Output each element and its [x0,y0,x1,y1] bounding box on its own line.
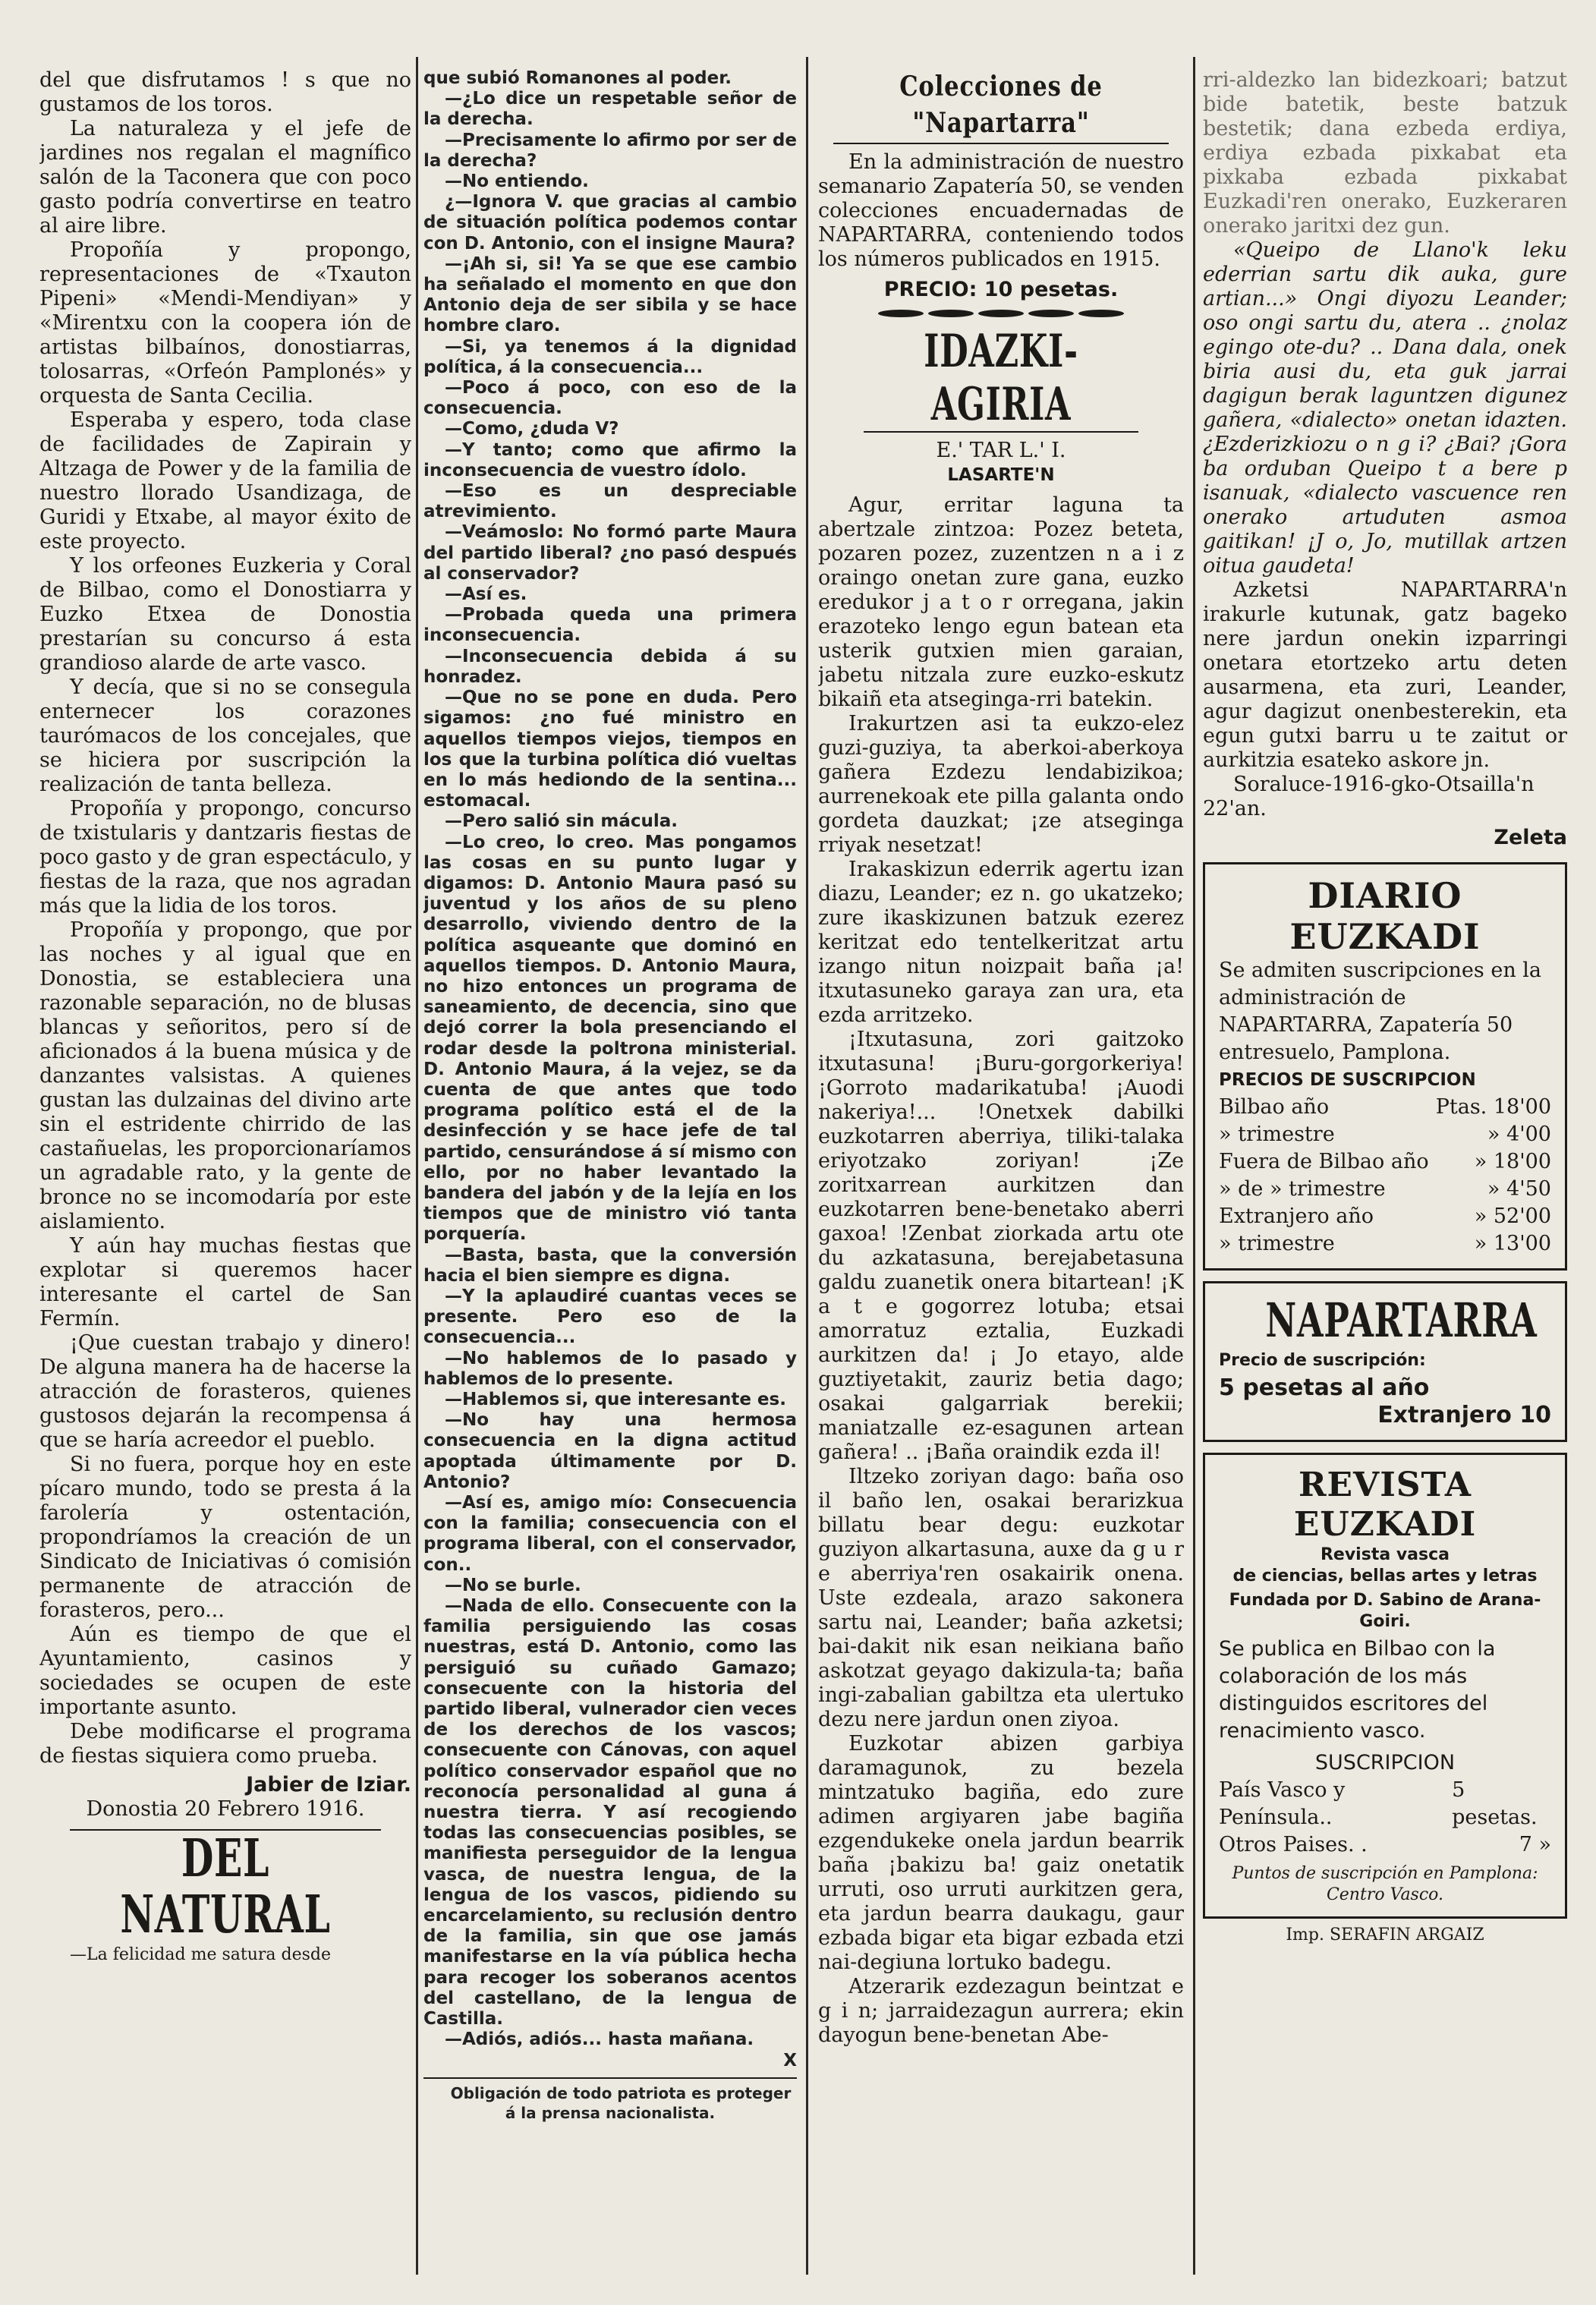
paragraph: Iltzeko zoriyan dago: baña oso il baño len, osakai berarizkua billatu bear degu: euzkotar guziyon alkartasuna, auxe da g u r e aberriya'ren osakairik onena. Uste ezdeala, arazo sakonera sartu nai, Leander; baña azketsi; bai-dakit nik esan neikiana baño askotzat geyago dakizula-ta; baña ingi-zabalian gabiltza eta ulertuko dezu nere jardun onen ziyoa. [818,1465,1184,1731]
paragraph: Y aún hay muchas fiestas que explotar si queremos hacer interesante el cartel de San Fermín. [39,1234,411,1330]
dialogue-line: —Y la aplaudiré cuantas veces se presente. Pero eso de la consecuencia... [423,1286,797,1348]
column-3 [818,68,1184,2275]
dialogue-line: —Adiós, adiós... hasta mañana. [445,2029,754,2050]
dialogue-line: —Como, ¿duda V? [445,419,619,439]
column-rule [806,57,808,2275]
paragraph: Irakaskizun ederrik agertu izan diazu, Leander; ez n. go ukatzeko; zure ikaskizunen batzuk ezerez keritzat edo tentelkeritzat artu izango nitun noizpait baña ¡a! itxutasuneko garaya zan ura, eta ezda arritzeko. [818,858,1184,1027]
dialogue-line: —Hablemos si, que interesante es. [445,1390,786,1409]
headline-del-natural: DEL NATURAL [120,1828,331,1945]
dialogue-line: —¡Ah si, si! Ya se que ese cambio ha señalado el momento en que don Antonio deja de ser sibila y se hace hombre claro. [423,253,797,336]
paragraph: ¡Itxutasuna, zori gaitzoko itxutasuna! ¡Buru-gorgorkeriya! ¡Gorroto madarikatuba! ¡Auodi nakeriya!... !Onetxek dabilki euzkotarren aberriya, tiliki-talaka eriyotzako zoriyan! ¡Ze zoritxarrean aurkitzen dan euzkotarren bene-benetako aberri gaxoa! !Zenbat ziorkada artu ote du azkatasuna, berejabetasuna galdu zuanetik onera bitartean! ¡K a t e gogorrez lotuba; etsai amorratuz eztalia, Euzkadi aurkitzen da! ¡ Jo etayo, alde guztiyetakit, zauriz betia dago; osakai galgarriak berekii; maniatzalle ez-esagunen artean gañera! .. ¡Baña oraindik ezda il! [818,1028,1184,1464]
ad-founded: Fundada por D. Sabino de Arana-Goiri. [1229,1591,1541,1631]
dialogue-line: —Lo creo, lo creo. Mas pongamos las cosas en su punto lugar y digamos: D. Antonio Maura pasó su juventud y los años de su pleno desarrollo, viviendo dentro de la política asqueante que dominó en aquellos tiempos. D. Antonio Maura, no hizo entonces un programa de saneamiento, de decencia, sino que dejó correr la bola presenciando el rodar desde la poltrona ministerial. D. Antonio Maura, á la vejez, se da cuenta de que antes que todo programa político está el de la desinfección y se hace jefe de tal partido, censurándose á sí mismo con ello, por no haber levantado la bandera del jabón y de la lejía en los tiempos que de ministro vió tanta porquería. [423,832,797,1245]
dialogue-line: —No se burle. [445,1575,581,1595]
dialogue-line: —Que no se pone en duda. Pero sigamos: ¿no fué ministro en aquellos tiempos viejos, tiempos en los que la turbina política dió vueltas en lo más hediondo de la sentina... estomacal. [423,688,797,811]
dialogue-line: —Así es, amigo mío: Consecuencia con la familia; consecuencia con el programa liberal, con el conservador, con.. [423,1493,797,1575]
byline: E.' TAR L.' I. [936,439,1066,462]
paragraph: Atzerarik ezdezagun beintzat e g i n; jarraidezagun aurrera; ekin dayogun bene-benetan Abe- [818,1975,1184,2047]
dialogue-line: —Eso es un despreciable atrevimiento. [423,481,797,522]
ad-title: DIARIO EUZKADI [1289,875,1481,957]
place-date: Donostia 20 Febrero 1916. [86,1797,365,1821]
ad-title: REVISTA EUZKADI [1293,1466,1477,1544]
paragraph: Soraluce-1916-gko-Otsailla'n 22'an. [1203,773,1535,820]
subscription-title: SUSCRIPCION [1314,1751,1456,1774]
dialogue-line: —Poco á poco, con eso de la consecuencia. [423,378,797,419]
ad-subtitle: de ciencias, bellas artes y letras [1232,1567,1538,1585]
paragraph: rri-aldezko lan bidezkoari; batzut bide batetik, beste batzuk bestetik; dana ezbeda erdiya, erdiya ezbada pixkabat eta pixkaba ezbada pixkabat Euzkadi'ren onerako, Euzkeraren onerako jaritxi dez gun. [1203,68,1567,238]
ad-line: 5 pesetas al año [1219,1374,1430,1401]
dialogue-line: —Si, ya tenemos á la dignidad política, á la consecuencia... [423,336,797,377]
dialogue-line: —Pero salió sin mácula. [445,811,678,832]
paragraph: Propoñía y propongo, concurso de txistularis y dantzaris fiestas de poco gasto y de gran espectáculo, y fiestas de la raza, que nos agradan más que la lidia de los toros. [39,797,411,918]
dialogue-line: —No hay una hermosa consecuencia en la digna actitud apoptada últimamente por D. Antonio? [423,1410,797,1492]
end-mark: X [783,2050,797,2070]
price-row: Fuera de Bilbao año » 18'00 [1219,1150,1551,1173]
paragraph: Propoñía y propongo, que por las noches y al igual que en Donostia, se estableciera una razonable separación, no de blusas blancas y señoritos, pero sí de aficionados á la buena música y de danzantes valsistas. A quienes gustan las dulzainas del divino arte sin el estridente chirrido de las castañuelas, les proporcionaríamos un agradable rato, y la gente de bronce no se incomodaría por este aislamiento. [39,918,411,1233]
column-4 [1203,68,1567,2275]
column-rule [1193,57,1195,2275]
dialogue-line: ¿—Ignora V. que gracias al cambio de situación política podemos contar con D. Antonio, con el insigne Maura? [423,192,797,253]
column-2 [423,68,797,2275]
imprint: Imp. SERAFIN ARGAIZ [1286,1926,1484,1944]
paragraph: «Queipo de Llano'k leku ederrian sartu dik auka, gure artian...» Ongi diyozu Leander; oso ongi sartu du, atera .. ¿nolaz egingo ote-du? .. Dana dala, onek biria ausi du, eta guk jarrai dagigun berak laguntzen digunez gañera, «dialecto» onetan idazten. ¿Ezderizkiozu o n g i? ¿Bai? ¡Gora ba orduban Queipo t a bere p isanuak, «dialecto vascuence ren onerako artuduten asmoa gaitikan! ¡J o, Jo, mutillak artzen oitua gaudeta! [1203,238,1567,578]
author-signature: Zeleta [1494,826,1567,849]
subscription-table [1219,1777,1551,1859]
price-line: PRECIO: 10 pesetas. [883,278,1119,301]
column-1 [39,68,411,2275]
dialogue-line: —No hablemos de lo pasado y hablemos de lo presente. [423,1348,797,1389]
byline-place: LASARTE'N [947,465,1055,485]
ad-revista-euzkadi [1203,1453,1567,1919]
price-row: Extranjero año » 52'00 [1219,1204,1551,1228]
dialogue-line: —Y tanto; como que afirmo la inconsecuencia de vuestro ídolo. [423,439,797,480]
paragraph: Azketsi NAPARTARRA'n irakurle kutunak, gatz bageko nere jardun onekin izparringi onetara etortzeko artu deten ausarmena, eta zuri, Leander, agur dagizut onenbesterekin, eta egun gutxi barru u te zaitut or aurkitzia esateko askore jn. [1203,578,1567,772]
column-rule [416,57,418,2275]
dialogue-line: —Veámoslo: No formó parte Maura del partido liberal? ¿no pasó después al conservador? [423,522,797,584]
ad-text: Se publica en Bilbao con la colaboración de los más distinguidos escritores del renacimiento vasco. [1219,1637,1496,1743]
headline-idazki-agiria: IDAZKI-AGIRIA [924,325,1078,431]
price-table [1219,1094,1551,1258]
section-title-colecciones: Colecciones de "Napartarra" [899,71,1103,139]
ad-title: NAPARTARRA [1265,1293,1538,1348]
paragraph: Debe modificarse el programa de fiestas siquiera como prueba. [39,1720,411,1768]
dialogue-line: —Probada queda una primera inconsecuencia. [423,605,797,646]
dialogue-line: —No entiendo. [445,172,589,192]
dialogue-line: —Basta, basta, que la conversión hacia el bien siempre es digna. [423,1245,797,1286]
dialogue-line: —Precisamente lo afirmo por ser de la derecha? [423,130,797,171]
paragraph: Irakurtzen asi ta eukzo-elez guzi-guziya, ta aberkoi-aberkoya gañera Ezdezu lendabizikoa; aurrenekoak ete pilla galanta ondo gordeta dauzkat; ¡ze atseginga rriyak nesetzat! [818,712,1184,857]
ad-text: Se admiten suscripciones en la administración de NAPARTARRA, Zapatería 50 entresuelo, Pamplona. [1219,959,1542,1064]
article-opening: —La felicidad me satura desde [70,1945,331,1964]
price-row: » trimestre » 13'00 [1219,1232,1551,1255]
price-row: País Vasco y Península.. 5 pesetas. [1219,1778,1538,1829]
dialogue-line: que subió Romanones al poder. [423,68,732,88]
price-row: » trimestre » 4'00 [1219,1123,1551,1146]
paragraph: La naturaleza y el jefe de jardines nos regalan el magnífico salón de la Taconera que con poco gasto podría convertirse en teatro al aire libre. [39,117,411,238]
footer-note: Obligación de todo patriota es proteger á la prensa nacionalista. [450,2083,792,2122]
price-row: » de » trimestre » 4'50 [1219,1177,1551,1201]
paragraph: Euzkotar abizen garbiya daramagunok, zu bezela mintzatuko bagiña, edo zure adimen argiyaren jabe bagiña ezgendukeke onela jardun bearrik baña ¡bakizu ba! gaiz onetatik urruti, oso urruti aurkitzen gera, eta jardun bearra daukagu, gaur ezbada bigar eta bigar ezbada etzi nai-degiuna lortuko badegu. [818,1732,1184,1974]
dialogue-line: —Así es. [445,584,527,605]
paragraph: Y los orfeones Euzkeria y Coral de Bilbao, como el Donostiarra y Euzko Etxea de Donostia prestarían su concurso á esta grandioso alarde de arte vasco. [39,554,411,675]
ad-diario-euzkadi [1203,862,1567,1271]
ad-points: Puntos de suscripción en Pamplona: Centro Vasco. [1232,1864,1538,1904]
dialogue-line: —Inconsecuencia debida á su honradez. [423,646,797,687]
price-row: Otros Paises. . 7 » [1219,1833,1551,1856]
author-signature: Jabier de Iziar. [246,1773,411,1796]
ad-napartarra [1203,1281,1567,1442]
ad-subtitle: Revista vasca [1320,1545,1450,1564]
dialogue-line: —Nada de ello. Consecuente con la familia persiguiendo las cosas nuestras, está D. Antonio, como las persiguió su cuñado Gamazo; consecuente con la historia del partido liberal, vulnerador cien veces de los derechos de los vascos; consecuente con Cánovas, con aquel político conservador español que no reconocía personalidad al guna á nuestra tierra. Y así recogiendo todas las consecuencias posibles, se manifiesta perseguidor de la lengua vasca, de nuestra lengua, de la lengua de los vascos, pidiendo su encarcelamiento, su reclusión dentro de la familia, sin que ose jamás manifestarse en la vía pública hecha para recoger los soberanos acentos del castellano, de la lengua de Castilla. [423,1596,797,2029]
paragraph: Si no fuera, porque hoy en este pícaro mundo, todo se presta á la farolería y ostentación, propondríamos la creación de un Sindicato de Iniciativas ó comisión permanente de atracción de forasteros, pero... [39,1453,411,1622]
price-row: Bilbao año Ptas. 18'00 [1219,1095,1551,1119]
paragraph: ¡Que cuestan trabajo y dinero! De alguna manera ha de hacerse la atracción de forasteros, quienes gustosos dejarán la recompensa á que se haría acreedor el pueblo. [39,1331,411,1452]
paragraph: Agur, erritar laguna ta abertzale zintzoa: Pozez beteta, pozaren pozez, zuzentzen n a i z oraingo onetan zure gana, euzko eredukor j a t o r orregana, jakin erazoteko lengo egun batean eta usterik gutxien mien garaian, jabetu nitzala zure euzko-eskutz bikaiñ eta atseginga-rri batekin. [818,493,1184,711]
dialogue-line: —¿Lo dice un respetable señor de la derecha. [423,89,797,130]
paragraph: Y decía, que si no se consegula enternecer los corazones taurómacos de los concejales, que se hiciera por suscripción la realización de tanta belleza. [39,675,411,796]
paragraph: del que disfrutamos ! s que no gustamos de los toros. [39,68,411,116]
paragraph: Propoñía y propongo, representaciones de «Txauton Pipeni» «Mendi-Mendiyan» y «Mirentxu con la coopera ión de artistas bilbaínos, donostiarras, tolosarras, «Orfeón Pamplonés» y orquesta de Santa Cecilia. [39,238,411,408]
paragraph: Aún es tiempo de que el Ayuntamiento, casinos y sociedades se ocupen de este importante asunto. [39,1623,411,1719]
paragraph: Esperaba y espero, toda clase de facilidades de Zapirain y Altzaga de Power y de la familia de nuestro llorado Usandizaga, de Guridi y Etxabe, al mayor éxito de este proyecto. [39,408,411,553]
prices-title: PRECIOS DE SUSCRIPCION [1219,1070,1476,1090]
paragraph: En la administración de nuestro semanario Zapatería 50, se venden colecciones encuadernadas de NAPARTARRA, conteniendo todos los números publicados en 1915. [818,150,1184,271]
ad-line: Extranjero 10 [1377,1402,1551,1428]
ornament-divider [818,310,1184,317]
ad-line: Precio de suscripción: [1219,1351,1426,1370]
